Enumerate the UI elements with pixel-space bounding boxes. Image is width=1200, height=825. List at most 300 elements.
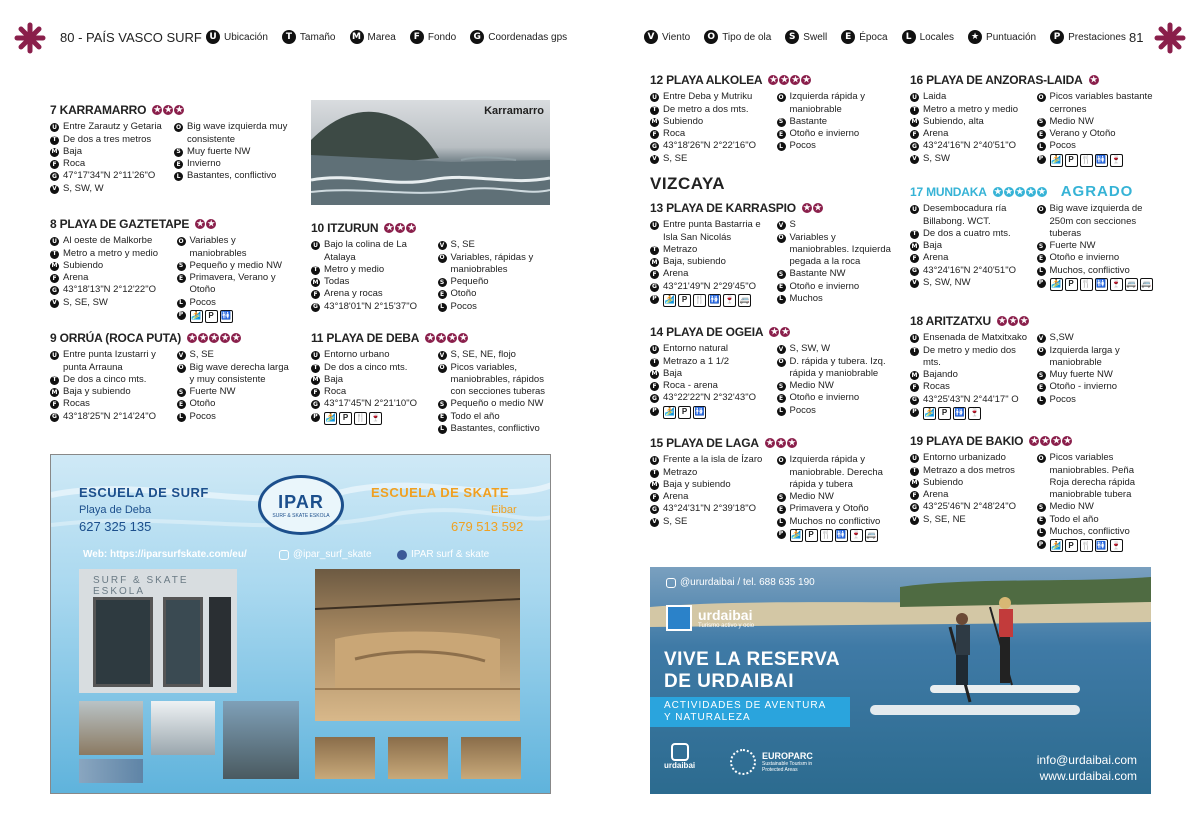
services-badge-icon: P bbox=[1037, 540, 1046, 549]
beach-col-left bbox=[311, 239, 430, 313]
info-text: Picos variables, maniobrables, rápidos con secciones tuberas bbox=[450, 361, 546, 398]
surf-school-place: Playa de Deba bbox=[79, 504, 152, 516]
info-text: Entre Zarautz y Getaria bbox=[63, 121, 162, 133]
info-text: Medio NW bbox=[1049, 501, 1094, 513]
beach-title bbox=[910, 435, 1155, 447]
service-icon: 🏄 bbox=[663, 294, 676, 307]
info-text: Bastante NW bbox=[789, 268, 846, 280]
legend-badge-icon: S bbox=[785, 30, 799, 44]
info-badge-icon: M bbox=[51, 148, 58, 156]
beach-columns bbox=[311, 349, 556, 435]
beach-col-right bbox=[1037, 452, 1156, 552]
surf-school-phone[interactable]: 627 325 135 bbox=[79, 519, 152, 534]
info-badge-icon: E bbox=[174, 160, 183, 169]
services-badge-icon: P bbox=[177, 311, 186, 320]
info-badge-icon: L bbox=[1037, 396, 1046, 405]
info-badge-icon: O bbox=[175, 123, 182, 131]
info-row bbox=[910, 332, 1029, 344]
legend-label: Prestaciones bbox=[1068, 31, 1126, 43]
beach-title bbox=[650, 74, 895, 86]
info-badge-icon: U bbox=[650, 93, 659, 102]
beach-columns bbox=[50, 121, 290, 195]
info-row bbox=[1037, 345, 1156, 370]
info-badge-icon: L bbox=[777, 295, 786, 304]
star-icon: ★ bbox=[1063, 436, 1071, 446]
info-row bbox=[1037, 265, 1156, 277]
info-badge-icon: M bbox=[651, 481, 658, 489]
info-row bbox=[174, 146, 290, 158]
info-text: Entorno natural bbox=[663, 343, 728, 355]
ipar-facebook[interactable] bbox=[397, 549, 489, 560]
info-badge-icon: O bbox=[778, 456, 784, 464]
ipar-logo-text: IPAR bbox=[278, 491, 324, 512]
info-row bbox=[650, 503, 769, 515]
info-row bbox=[438, 276, 557, 288]
info-badge-icon: G bbox=[910, 503, 919, 512]
info-badge-icon: S bbox=[177, 262, 186, 271]
info-text: S, SW bbox=[923, 152, 950, 164]
ipar-instagram[interactable] bbox=[279, 549, 372, 560]
info-row bbox=[1037, 369, 1156, 381]
services-badge-icon: P bbox=[650, 295, 659, 304]
urdaibai-logo-icon bbox=[666, 605, 692, 631]
info-row bbox=[438, 411, 557, 423]
info-row bbox=[777, 281, 896, 293]
legend-label: Locales bbox=[919, 31, 955, 43]
info-badge-icon: F bbox=[910, 254, 919, 263]
ipar-advertisement bbox=[50, 454, 551, 794]
rating-stars bbox=[425, 333, 468, 343]
info-row bbox=[650, 343, 769, 355]
services-icons bbox=[1050, 154, 1123, 167]
star-icon: ★ bbox=[770, 327, 778, 337]
info-badge-icon: V bbox=[50, 185, 59, 194]
urdaibai-contact-top[interactable] bbox=[666, 577, 815, 588]
info-badge-icon: E bbox=[1037, 130, 1046, 139]
beach-col-left bbox=[50, 121, 166, 195]
star-icon: ★ bbox=[1005, 187, 1013, 197]
star-icon: ★ bbox=[994, 187, 1002, 197]
info-row bbox=[50, 284, 169, 296]
info-text: 43°24'16"N 2°40'51"O bbox=[923, 140, 1016, 152]
info-row bbox=[650, 467, 769, 479]
info-badge-icon: T bbox=[910, 106, 919, 115]
info-badge-icon: M bbox=[911, 479, 918, 487]
info-badge-icon: F bbox=[910, 383, 919, 392]
service-icon: 🚻 bbox=[953, 407, 966, 420]
info-text: Bastante bbox=[789, 115, 827, 127]
service-icon: 🚻 bbox=[708, 294, 721, 307]
info-badge-icon: E bbox=[177, 274, 186, 283]
info-text: Variables y maniobrables bbox=[189, 235, 247, 259]
info-text: Fuerte NW bbox=[1049, 240, 1096, 252]
legend-label: Tipo de ola bbox=[722, 31, 772, 43]
beach-karraspio bbox=[650, 202, 895, 307]
info-text: Baja y subiendo bbox=[663, 478, 731, 490]
info-text: Pocos bbox=[189, 410, 216, 422]
beach-title bbox=[50, 332, 295, 344]
info-badge-icon: G bbox=[650, 283, 659, 292]
info-text: Todo el año bbox=[450, 410, 500, 422]
legend-item bbox=[968, 30, 1036, 44]
info-badge-icon: E bbox=[1037, 383, 1046, 392]
info-badge-icon: G bbox=[910, 267, 919, 276]
service-icon: 🚻 bbox=[1095, 539, 1108, 552]
info-badge-icon: O bbox=[778, 357, 784, 365]
asterisk-icon bbox=[14, 22, 46, 54]
info-text: Baja bbox=[663, 367, 683, 379]
info-row bbox=[777, 91, 896, 116]
info-text: S, SE bbox=[450, 239, 475, 251]
info-text: Fuerte NW bbox=[189, 386, 236, 398]
beach-title bbox=[650, 326, 895, 338]
services-row bbox=[910, 406, 1029, 420]
info-badge-icon: S bbox=[438, 278, 447, 287]
info-badge-icon: O bbox=[778, 93, 784, 101]
info-text: 43°24'16"N 2°40'51"O bbox=[923, 264, 1016, 276]
rating-stars bbox=[152, 105, 184, 115]
beach-title bbox=[650, 202, 895, 214]
info-badge-icon: G bbox=[910, 396, 919, 405]
beach-columns bbox=[910, 203, 1155, 291]
info-badge-icon: O bbox=[178, 237, 184, 245]
info-badge-icon: V bbox=[50, 299, 59, 308]
info-badge-icon: T bbox=[910, 347, 919, 356]
info-badge-icon: F bbox=[311, 388, 320, 397]
info-text: Bastantes, conflictivo bbox=[450, 423, 540, 435]
info-text: Entorno urbano bbox=[324, 349, 390, 361]
info-row bbox=[50, 158, 166, 170]
instagram-icon bbox=[666, 578, 676, 588]
info-text: Bajo la colina de La Atalaya bbox=[324, 239, 407, 263]
beach-title bbox=[650, 437, 895, 449]
rating-stars bbox=[384, 223, 416, 233]
info-row bbox=[1037, 332, 1156, 344]
star-icon: ★ bbox=[448, 333, 456, 343]
services-row bbox=[177, 309, 296, 323]
legend-label: Época bbox=[859, 31, 888, 43]
info-badge-icon: V bbox=[438, 241, 447, 250]
info-badge-icon: T bbox=[50, 136, 59, 145]
rating-stars bbox=[802, 203, 823, 213]
beach-columns bbox=[650, 91, 895, 165]
beach-name: 11 PLAYA DE DEBA bbox=[311, 331, 420, 345]
info-row bbox=[910, 153, 1029, 165]
info-badge-icon: V bbox=[650, 155, 659, 164]
info-row bbox=[910, 489, 1029, 501]
star-icon: ★ bbox=[781, 327, 789, 337]
legend-item bbox=[350, 30, 396, 44]
info-text: Baja y subiendo bbox=[63, 386, 131, 398]
info-text: Pocos bbox=[1049, 393, 1076, 405]
europarc-name: EUROPARC bbox=[762, 751, 813, 761]
beach-title bbox=[50, 218, 295, 230]
star-icon: ★ bbox=[1038, 187, 1046, 197]
info-badge-icon: S bbox=[777, 118, 786, 127]
info-row bbox=[50, 398, 169, 410]
urdaibai-website[interactable]: www.urdaibai.com bbox=[1039, 769, 1137, 783]
beach-col-left bbox=[50, 235, 169, 323]
info-text: Arena bbox=[923, 489, 949, 501]
info-row bbox=[777, 293, 896, 305]
info-text: S, SE bbox=[663, 515, 688, 527]
header-left bbox=[0, 0, 600, 76]
info-badge-icon: T bbox=[650, 358, 659, 367]
info-badge-icon: L bbox=[777, 407, 786, 416]
info-badge-icon: E bbox=[438, 290, 447, 299]
info-badge-icon: M bbox=[51, 262, 58, 270]
info-badge-icon: M bbox=[651, 258, 658, 266]
service-icon: P bbox=[1065, 278, 1078, 291]
skate-school-phone[interactable]: 679 513 592 bbox=[451, 519, 524, 534]
services-row bbox=[650, 405, 769, 419]
rating-stars bbox=[768, 75, 811, 85]
info-row bbox=[174, 170, 290, 182]
info-text: Metrazo bbox=[663, 243, 698, 255]
info-row bbox=[777, 116, 896, 128]
info-text: 47°17'34"N 2°11'26"O bbox=[63, 170, 156, 182]
info-row bbox=[177, 362, 296, 387]
legend-label: Coordenadas gps bbox=[488, 31, 568, 43]
europarc-icon bbox=[730, 749, 756, 775]
info-text: S bbox=[789, 219, 796, 231]
star-icon: ★ bbox=[396, 223, 404, 233]
star-icon: ★ bbox=[1027, 187, 1035, 197]
info-badge-icon: T bbox=[650, 246, 659, 255]
beach-thumb-1 bbox=[79, 701, 143, 755]
beach-columns bbox=[650, 343, 895, 418]
info-badge-icon: U bbox=[650, 345, 659, 354]
info-row bbox=[1037, 501, 1156, 513]
urdaibai-headline-1: VIVE LA RESERVA bbox=[664, 649, 841, 670]
beach-title bbox=[910, 315, 1155, 327]
legend-label: Puntuación bbox=[986, 31, 1037, 43]
urdaibai-banner: ACTIVIDADES DE AVENTURA Y NATURALEZA bbox=[650, 697, 850, 727]
beach-col-left bbox=[910, 91, 1029, 166]
beach-bakio bbox=[910, 435, 1155, 552]
info-text: S, SE bbox=[189, 349, 214, 361]
beach-col-right bbox=[777, 343, 896, 418]
info-row bbox=[311, 239, 430, 264]
info-row bbox=[311, 386, 430, 398]
ipar-logo bbox=[258, 475, 344, 535]
info-badge-icon: M bbox=[51, 388, 58, 396]
info-badge-icon: T bbox=[910, 230, 919, 239]
coast-thumb bbox=[223, 701, 299, 779]
beach-columns bbox=[650, 454, 895, 542]
info-row bbox=[1037, 514, 1156, 526]
info-text: Baja bbox=[63, 145, 83, 157]
facebook-icon bbox=[397, 550, 407, 560]
rating-stars bbox=[187, 333, 241, 343]
legend-badge-icon: U bbox=[206, 30, 220, 44]
info-text: Pequeño bbox=[450, 276, 489, 288]
info-text: Baja, subiendo bbox=[663, 256, 726, 268]
info-text: Laida bbox=[923, 91, 947, 103]
service-icon: P bbox=[1065, 154, 1078, 167]
region-heading: VIZCAYA bbox=[650, 174, 725, 193]
info-row bbox=[910, 465, 1029, 477]
info-text: Bajando bbox=[923, 369, 958, 381]
info-badge-icon: M bbox=[911, 371, 918, 379]
info-row bbox=[1037, 203, 1156, 240]
beach-name: 13 PLAYA DE KARRASPIO bbox=[650, 201, 796, 215]
star-icon: ★ bbox=[766, 438, 774, 448]
info-text: S, SW, W bbox=[63, 182, 104, 194]
info-row bbox=[910, 104, 1029, 116]
info-text: Muy fuerte NW bbox=[1049, 369, 1113, 381]
info-badge-icon: S bbox=[777, 382, 786, 391]
legend-label: Fondo bbox=[427, 31, 457, 43]
info-row bbox=[1037, 116, 1156, 128]
info-row bbox=[177, 297, 296, 309]
info-badge-icon: U bbox=[311, 351, 320, 360]
service-icon: 🚻 bbox=[1095, 278, 1108, 291]
beach-name: 14 PLAYA DE OGEIA bbox=[650, 325, 764, 339]
info-badge-icon: O bbox=[178, 363, 184, 371]
services-icons bbox=[1050, 278, 1153, 291]
info-text: De dos a cinco mts. bbox=[63, 373, 147, 385]
beach-name: 17 MUNDAKA bbox=[910, 185, 987, 199]
legend-badge-icon: ★ bbox=[968, 30, 982, 44]
info-text: Pocos bbox=[789, 140, 816, 152]
info-row bbox=[910, 265, 1029, 277]
service-icon: 🏄 bbox=[190, 310, 203, 323]
info-text: Izquierda rápida y maniobrable. Derecha rápida y tubera bbox=[789, 454, 883, 490]
service-icon: P bbox=[1065, 539, 1078, 552]
info-badge-icon: F bbox=[50, 274, 59, 283]
info-text: Roca bbox=[63, 158, 86, 170]
urdaibai-footer-logo-text: urdaibai bbox=[664, 761, 696, 770]
info-row bbox=[50, 183, 166, 195]
service-icon: 🍴 bbox=[1080, 539, 1093, 552]
legend-badge-icon: T bbox=[282, 30, 296, 44]
ramp-thumb-2 bbox=[388, 737, 448, 779]
info-text: Variables, rápidas y maniobrables bbox=[450, 251, 534, 275]
info-text: Pequeño y medio NW bbox=[189, 259, 282, 271]
info-row bbox=[177, 349, 296, 361]
info-badge-icon: G bbox=[50, 413, 59, 422]
service-icon: 🚻 bbox=[693, 406, 706, 419]
info-row bbox=[910, 381, 1029, 393]
legend-item bbox=[644, 30, 690, 44]
info-row bbox=[910, 203, 1029, 228]
urdaibai-social-phone: @ururdaibai / tel. 688 635 190 bbox=[680, 577, 815, 588]
info-row bbox=[50, 248, 169, 260]
info-row bbox=[438, 362, 557, 399]
info-badge-icon: L bbox=[174, 172, 183, 181]
info-text: S, SE, NE bbox=[923, 513, 966, 525]
service-icon: 🏄 bbox=[1050, 278, 1063, 291]
star-icon: ★ bbox=[437, 333, 445, 343]
beach-col-right bbox=[1037, 91, 1156, 166]
info-text: Muchos, conflictivo bbox=[1049, 526, 1130, 538]
info-row bbox=[174, 158, 290, 170]
service-icon: 🍷 bbox=[1110, 278, 1123, 291]
services-row bbox=[1037, 538, 1156, 552]
info-text: Otoño e invierno bbox=[789, 392, 860, 404]
info-badge-icon: F bbox=[650, 270, 659, 279]
info-badge-icon: M bbox=[312, 376, 319, 384]
beach-name: 15 PLAYA DE LAGA bbox=[650, 436, 759, 450]
beach-orrua bbox=[50, 332, 295, 423]
legend-item bbox=[902, 30, 954, 44]
info-badge-icon: V bbox=[1037, 334, 1046, 343]
info-text: Entre punta Bastarria e Isla San Nicolás bbox=[663, 219, 761, 243]
info-text: Roca - arena bbox=[663, 380, 718, 392]
info-badge-icon: E bbox=[1037, 254, 1046, 263]
info-text: Muchos bbox=[789, 293, 823, 305]
service-icon: 🏄 bbox=[1050, 539, 1063, 552]
legend-badge-icon: O bbox=[704, 30, 718, 44]
beach-col-left bbox=[910, 203, 1029, 291]
info-badge-icon: G bbox=[311, 400, 320, 409]
ipar-website[interactable]: Web: https://iparsurfskate.com/eu/ bbox=[83, 549, 247, 560]
photo-caption: Karramarro bbox=[484, 105, 544, 117]
info-badge-icon: F bbox=[650, 493, 659, 502]
info-row bbox=[311, 276, 430, 288]
beach-col-right bbox=[438, 349, 557, 435]
legend-label: Swell bbox=[803, 31, 828, 43]
urdaibai-email[interactable]: info@urdaibai.com bbox=[1036, 753, 1137, 767]
services-row bbox=[650, 293, 769, 307]
info-text: 43°25'46"N 2°48'24"O bbox=[923, 501, 1016, 513]
legend-badge-icon: E bbox=[841, 30, 855, 44]
info-row bbox=[650, 479, 769, 491]
info-row bbox=[650, 256, 769, 268]
info-badge-icon: E bbox=[777, 130, 786, 139]
info-badge-icon: U bbox=[910, 334, 919, 343]
info-row bbox=[910, 91, 1029, 103]
service-icon: 🍴 bbox=[820, 529, 833, 542]
beach-title bbox=[311, 332, 556, 344]
info-badge-icon: L bbox=[777, 142, 786, 151]
info-text: Pequeño o medio NW bbox=[450, 398, 544, 410]
legend-item bbox=[206, 30, 268, 44]
info-text: Arena y rocas bbox=[324, 288, 383, 300]
info-row bbox=[438, 288, 557, 300]
info-badge-icon: S bbox=[174, 148, 183, 157]
info-badge-icon: V bbox=[777, 221, 786, 230]
info-badge-icon: U bbox=[650, 221, 659, 230]
services-badge-icon: P bbox=[910, 408, 919, 417]
header-right bbox=[600, 0, 1200, 76]
info-text: 43°18'26"N 2°22'16"O bbox=[663, 140, 756, 152]
info-row bbox=[311, 301, 430, 313]
info-text: Muy fuerte NW bbox=[187, 145, 251, 157]
info-row bbox=[910, 116, 1029, 128]
info-text: Otoño bbox=[189, 398, 216, 410]
info-badge-icon: F bbox=[910, 130, 919, 139]
info-row bbox=[777, 454, 896, 491]
info-text: Picos variables maniobrables. Peña Roja derecha rápida maniobrable tubera bbox=[1049, 452, 1136, 501]
info-text: Arena bbox=[923, 252, 949, 264]
info-text: Otoño e invierno bbox=[789, 128, 860, 140]
services-icons bbox=[190, 310, 233, 323]
info-text: Baja bbox=[324, 373, 344, 385]
info-row bbox=[311, 264, 430, 276]
info-row bbox=[777, 491, 896, 503]
legend-item bbox=[1050, 30, 1126, 44]
info-text: Metro y medio bbox=[324, 263, 385, 275]
info-text: 43°21'49"N 2°29'45"O bbox=[663, 280, 756, 292]
services-row bbox=[777, 528, 896, 542]
info-badge-icon: T bbox=[311, 266, 320, 275]
info-row bbox=[650, 268, 769, 280]
info-badge-icon: V bbox=[910, 155, 919, 164]
star-icon: ★ bbox=[188, 333, 196, 343]
info-text: Picos variables bastante cerrones bbox=[1049, 91, 1153, 115]
